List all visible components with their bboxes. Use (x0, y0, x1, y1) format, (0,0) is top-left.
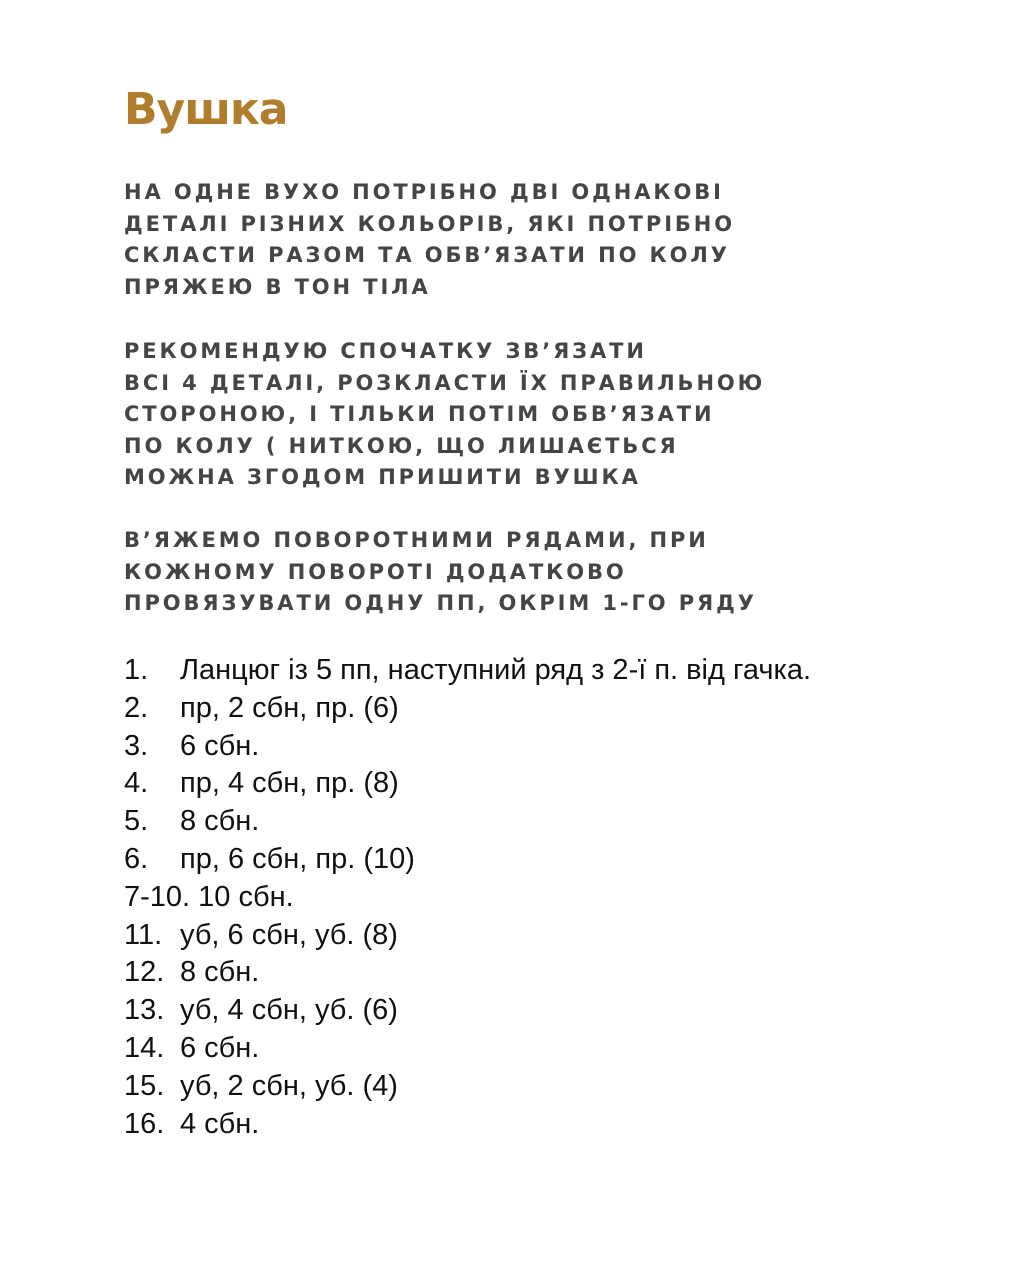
paragraph-line: ПО КОЛУ ( НИТКОЮ, ЩО ЛИШАЄТЬСЯ (124, 433, 679, 458)
row-text: 6 сбн. (180, 1031, 260, 1064)
row-text: пр, 2 сбн, пр. (6) (180, 691, 399, 724)
paragraph-line: МОЖНА ЗГОДОМ ПРИШИТИ ВУШКА (124, 465, 641, 489)
row-text: 8 сбн. (180, 805, 260, 838)
row-instructions-list (124, 652, 811, 1143)
row-number: 14. (124, 1031, 165, 1064)
row-text: 8 сбн. (180, 956, 260, 989)
row-item (124, 690, 811, 728)
row-text: пр, 4 сбн, пр. (8) (180, 767, 399, 800)
row-item (124, 1030, 811, 1068)
paragraph-line: ПРЯЖЕЮ В ТОН ТІЛА (124, 274, 431, 299)
row-item (124, 992, 811, 1030)
row-number: 13. (124, 994, 165, 1027)
row-text: уб, 6 сбн, уб. (8) (180, 918, 398, 951)
row-number: 11. (124, 918, 163, 951)
row-item (124, 954, 811, 992)
knitting-method-paragraph (124, 525, 757, 620)
row-text: 6 сбн. (180, 729, 260, 762)
intro-paragraph (124, 177, 735, 303)
row-item (124, 652, 811, 690)
row-number: 5. (124, 805, 149, 838)
row-text: 4 сбн. (180, 1107, 260, 1140)
paragraph-line: ВСІ 4 ДЕТАЛІ, РОЗКЛАСТИ ЇХ ПРАВИЛЬНОЮ (124, 370, 766, 395)
row-item (124, 765, 811, 803)
paragraph-line: В’ЯЖЕМО ПОВОРОТНИМИ РЯДАМИ, ПРИ (124, 528, 709, 552)
row-item (124, 879, 811, 917)
row-item (124, 803, 811, 841)
row-text: пр, 6 сбн, пр. (10) (180, 842, 415, 875)
row-number: 12. (124, 956, 165, 989)
paragraph-line: КОЖНОМУ ПОВОРОТІ ДОДАТКОВО (124, 559, 627, 584)
row-item (124, 841, 811, 879)
row-text: уб, 2 сбн, уб. (4) (180, 1069, 398, 1102)
row-number: 7-10. (124, 880, 191, 913)
row-text: 10 сбн. (198, 880, 294, 913)
row-item (124, 1106, 811, 1144)
row-number: 15. (124, 1069, 165, 1102)
paragraph-line: ДЕТАЛІ РІЗНИХ КОЛЬОРІВ, ЯКІ ПОТРІБНО (124, 211, 736, 236)
row-number: 6. (124, 842, 149, 875)
paragraph-line: СТОРОНОЮ, І ТІЛЬКИ ПОТІМ ОБВ’ЯЗАТИ (124, 402, 715, 426)
row-number: 4. (124, 767, 149, 800)
paragraph-line: СКЛАСТИ РАЗОМ ТА ОБВ’ЯЗАТИ ПО КОЛУ (124, 243, 730, 267)
recommendation-paragraph (124, 336, 765, 494)
row-text: уб, 4 сбн, уб. (6) (180, 994, 398, 1027)
row-item (124, 917, 811, 955)
page-title: Вушка (124, 84, 288, 135)
row-number: 1. (124, 654, 149, 686)
row-number: 3. (124, 729, 149, 762)
paragraph-line: РЕКОМЕНДУЮ СПОЧАТКУ ЗВ’ЯЗАТИ (124, 339, 647, 363)
row-text (190, 881, 198, 913)
row-item (124, 1068, 811, 1106)
paragraph-line: НА ОДНЕ ВУХО ПОТРІБНО ДВІ ОДНАКОВІ (124, 180, 724, 204)
row-number: 16. (124, 1107, 165, 1140)
paragraph-line: ПРОВЯЗУВАТИ ОДНУ ПП, ОКРІМ 1-ГО РЯДУ (124, 591, 757, 615)
row-number: 2. (124, 691, 149, 724)
row-item (124, 728, 811, 766)
row-text: Ланцюг із 5 пп, наступний ряд з 2-ї п. від гачка. (180, 654, 812, 686)
